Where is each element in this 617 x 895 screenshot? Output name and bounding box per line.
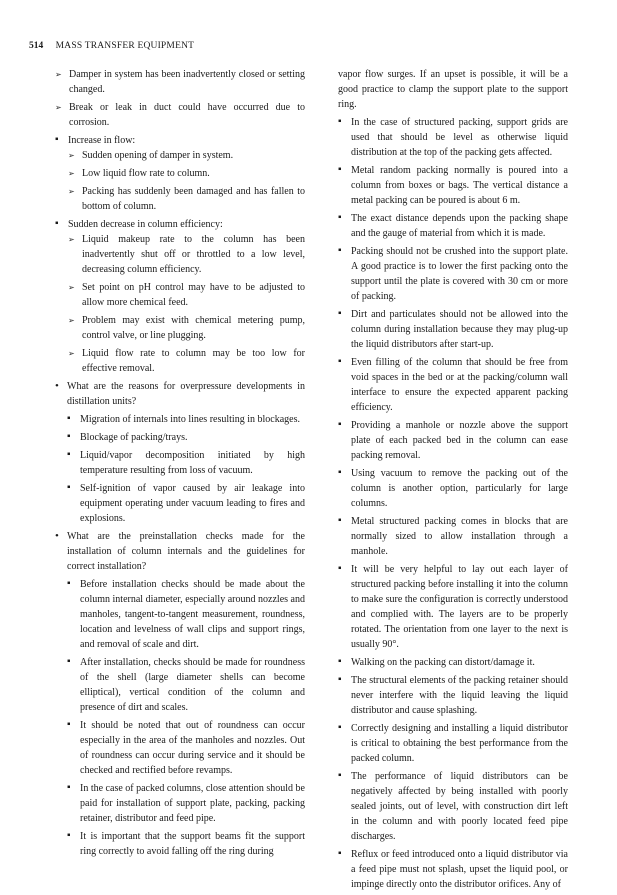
bullet-item: ▪ Dirt and particulates should not be allowed into the column during installation because they may plug-up the liquid distributors after start-up.: [338, 307, 568, 352]
bullet-item: ▪ It will be very helpful to lay out each layer of structured packing before installing it into the column to make sure the configuration is correctly understood and complied with. The layers are to be properly rotated. The orientation from one layer to the next is usually 90°.: [338, 562, 568, 652]
answer-bullet: ▪ Before installation checks should be made about the column internal diameter, especially around nozzles and manholes, tangent-to-tangent measurement, roundness, location and levelness of wall clips and support rings, and removal of scale and dirt.: [67, 577, 305, 652]
bullet-item: ▪ The performance of liquid distributors can be negatively affected by being installed with poorly sealed joints, out of level, with construction dirt left in the column and with poorly located feed pipe discharges.: [338, 769, 568, 844]
arrow-item: ➢ Liquid makeup rate to the column has been inadvertently shut off or throttled to a low level, decreasing column efficiency.: [68, 232, 305, 277]
answer-bullet: ▪ Self-ignition of vapor caused by air leakage into equipment operating under vacuum leading to fires and explosions.: [67, 481, 305, 526]
bullet-item: ▪ Even filling of the column that should be free from void spaces in the bed or at the packing/column wall interface to ensure the expected apparent packing efficiency.: [338, 355, 568, 415]
bullet-item: ▪ Using vacuum to remove the packing out of the column is another option, particularly for large columns.: [338, 466, 568, 511]
left-column: [55, 67, 305, 862]
arrow-item: ➢ Sudden opening of damper in system.: [68, 148, 305, 163]
bullet-item: ▪ Packing should not be crushed into the support plate. A good practice is to lower the first packing onto the support until the plate is covered with 30 cm or more of packing.: [338, 244, 568, 304]
question-text: • What are the preinstallation checks made for the installation of column internals and the guidelines for correct installation?: [67, 531, 305, 572]
arrow-item: ➢ Set point on pH control may have to be adjusted to allow more chemical feed.: [68, 280, 305, 310]
answer-bullet: ▪ Liquid/vapor decomposition initiated by high temperature resulting from loss of vacuum.: [67, 448, 305, 478]
bullet-item: ▪ The exact distance depends upon the packing shape and the gauge of material from which it is made.: [338, 211, 568, 241]
bullet-text: ▪ Increase in flow:: [68, 135, 136, 146]
bullet-item: ▪ The structural elements of the packing retainer should never interfere with the liquid leaving the liquid distributor and cause splashing.: [338, 673, 568, 718]
bullet-item: ▪ Walking on the packing can distort/damage it.: [338, 655, 568, 670]
page-number: 514: [29, 41, 44, 51]
running-header: [29, 40, 589, 52]
right-column: [338, 67, 568, 895]
bullet-item: ▪ Correctly designing and installing a liquid distributor is critical to obtaining the best performance from the packed column.: [338, 721, 568, 766]
running-title: MASS TRANSFER EQUIPMENT: [55, 41, 195, 51]
bullet-item: ▪ Metal structured packing comes in blocks that are normally sized to allow installation through a manhole.: [338, 514, 568, 559]
question-list: [55, 379, 305, 859]
arrow-item: ➢ Problem may exist with chemical metering pump, control valve, or line plugging.: [68, 313, 305, 343]
answer-bullet-list: [67, 412, 305, 526]
arrow-item: ➢ Low liquid flow rate to column.: [68, 166, 305, 181]
arrow-item: ➢ Break or leak in duct could have occurred due to corrosion.: [55, 100, 305, 130]
bullet-item: ▪ Providing a manhole or nozzle above the support plate of each packed bed in the column can ease packing removal.: [338, 418, 568, 463]
question-item: [55, 529, 305, 859]
sub-arrow-list: [68, 232, 305, 376]
arrow-item: ➢ Damper in system has been inadvertently closed or setting changed.: [55, 67, 305, 97]
continued-arrow-list: [55, 67, 305, 130]
symptom-bullet-list: [55, 133, 305, 376]
arrow-item: ➢ Packing has suddenly been damaged and has fallen to bottom of column.: [68, 184, 305, 214]
answer-bullet-list: [67, 577, 305, 859]
bullet-item: [55, 217, 305, 376]
answer-bullet: ▪ Blockage of packing/trays.: [67, 430, 305, 445]
continued-paragraph: vapor flow surges. If an upset is possible, it will be a good practice to clamp the support plate to the support ring.: [338, 69, 568, 110]
installation-bullet-list: [338, 115, 568, 892]
bullet-item: ▪ Metal random packing normally is poured into a column from boxes or bags. The vertical distance a metal packing can be poured is about 6 m.: [338, 163, 568, 208]
answer-bullet: ▪ It should be noted that out of roundness can occur especially in the area of the manholes and nozzles. Out of roundness can occur during service and it should be checked and rectified before revamps.: [67, 718, 305, 778]
bullet-item: ▪ In the case of structured packing, support grids are used that should be level as otherwise liquid distribution at the top of the packing gets affected.: [338, 115, 568, 160]
question-text: • What are the reasons for overpressure developments in distillation units?: [67, 381, 305, 407]
answer-bullet: ▪ Migration of internals into lines resulting in blockages.: [67, 412, 305, 427]
answer-bullet: ▪ After installation, checks should be made for roundness of the shell (large diameter shells can become elliptical), vertical condition of the column and presence of dirt and scales.: [67, 655, 305, 715]
bullet-text: ▪ Sudden decrease in column efficiency:: [68, 219, 223, 230]
sub-arrow-list: [68, 148, 305, 214]
question-item: [55, 379, 305, 526]
bullet-item: [55, 133, 305, 214]
arrow-item: ➢ Liquid flow rate to column may be too low for effective removal.: [68, 346, 305, 376]
bullet-item: ▪ Reflux or feed introduced onto a liquid distributor via a feed pipe must not splash, upset the liquid pool, or impinge directly onto the distributor orifices. Any of: [338, 847, 568, 892]
answer-bullet: ▪ It is important that the support beams fit the support ring correctly to avoid falling off the ring during: [67, 829, 305, 859]
answer-bullet: ▪ In the case of packed columns, close attention should be paid for installation of support plate, packing, packing retainer, distributor and feed pipe.: [67, 781, 305, 826]
